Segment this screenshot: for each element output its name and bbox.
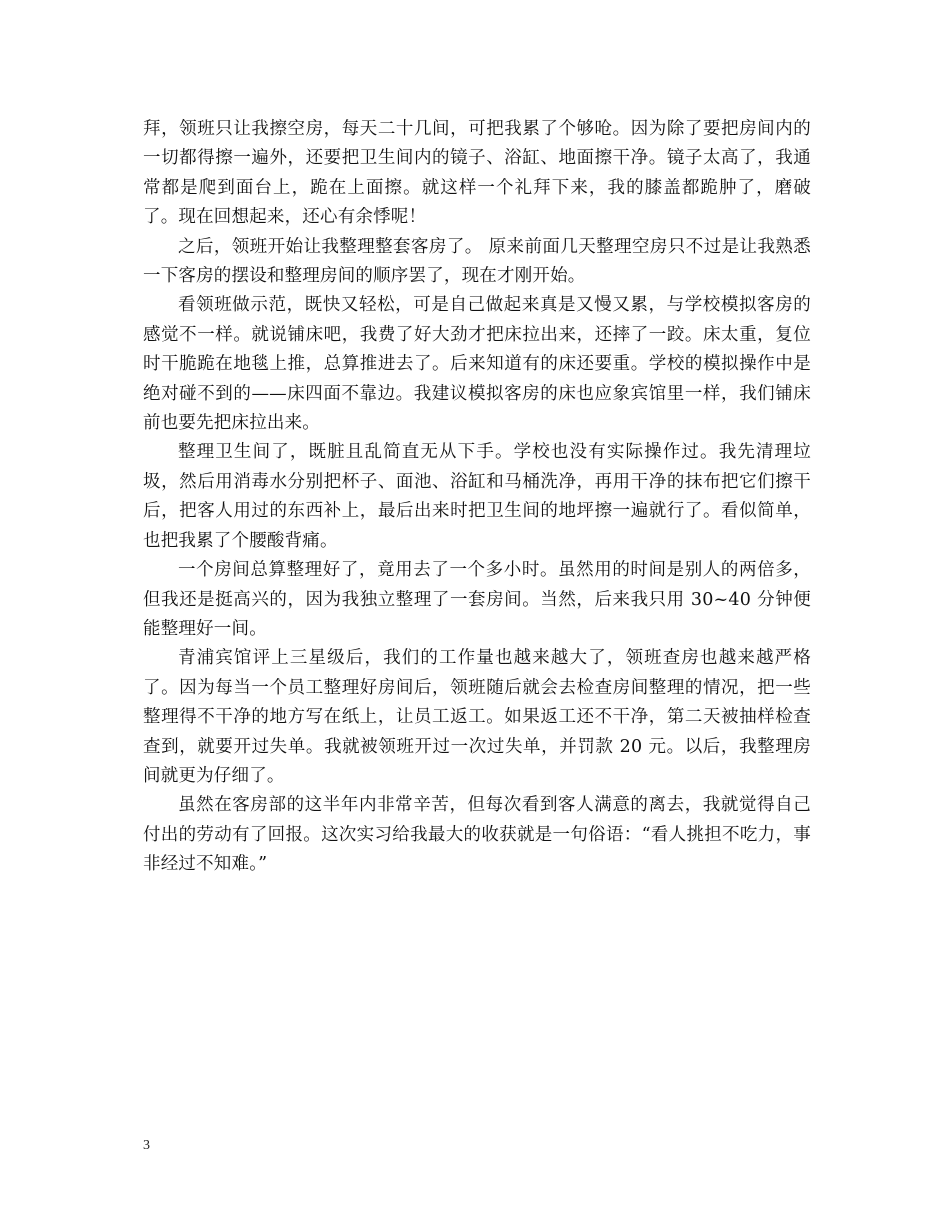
paragraph: 看领班做示范，既快又轻松，可是自己做起来真是又慢又累，与学校模拟客房的感觉不一样。就说铺床吧，我费了好大劲才把床拉出来，还摔了一跤。床太重，复位时干脆跪在地毯上推，总算推进去了。后来知道有的床还要重。学校的模拟操作中是绝对碰不到的——床四面不靠边。我建议模拟客房的床也应象宾馆里一样，我们铺床前也要先把床拉出来。 <box>143 295 811 434</box>
paragraph: 整理卫生间了，既脏且乱简直无从下手。学校也没有实际操作过。我先清理垃圾，然后用消毒水分别把杯子、面池、浴缸和马桶洗净，再用干净的抹布把它们擦干后，把客人用过的东西补上，最后出来时把卫生间的地坪擦一遍就行了。看似简单，也把我累了个腰酸背痛。 <box>143 442 811 551</box>
page-number: 3 <box>143 1138 150 1153</box>
paragraph: 一个房间总算整理好了，竟用去了一个多小时。虽然用的时间是别人的两倍多，但我还是挺高兴的，因为我独立整理了一套房间。当然，后来我只用 30~40 分钟便能整理好一间。 <box>143 560 811 639</box>
paragraph: 之后，领班开始让我整理整套客房了。 原来前面几天整理空房只不过是让我熟悉一下客房的摆设和整理房间的顺序罢了，现在才刚开始。 <box>143 236 811 287</box>
paragraph: 青浦宾馆评上三星级后，我们的工作量也越来越大了，领班查房也越来越严格了。因为每当一个员工整理好房间后，领班随后就会去检查房间整理的情况，把一些整理得不干净的地方写在纸上，让员工返工。如果返工还不干净，第二天被抽样检查查到，就要开过失单。我就被领班开过一次过失单，并罚款 20 元。以后，我整理房间就更为仔细了。 <box>143 648 811 786</box>
paragraph: 虽然在客房部的这半年内非常辛苦，但每次看到客人满意的离去，我就觉得自己付出的劳动有了回报。这次实习给我最大的收获就是一句俗语：“看人挑担不吃力，事非经过不知难。” <box>143 795 811 875</box>
document-body <box>143 115 811 880</box>
paragraph: 拜，领班只让我擦空房，每天二十几间，可把我累了个够呛。因为除了要把房间内的一切都得擦一遍外，还要把卫生间内的镜子、浴缸、地面擦干净。镜子太高了，我通常都是爬到面台上，跪在上面擦。就这样一个礼拜下来，我的膝盖都跪肿了，磨破了。现在回想起来，还心有余悸呢！ <box>143 119 811 228</box>
